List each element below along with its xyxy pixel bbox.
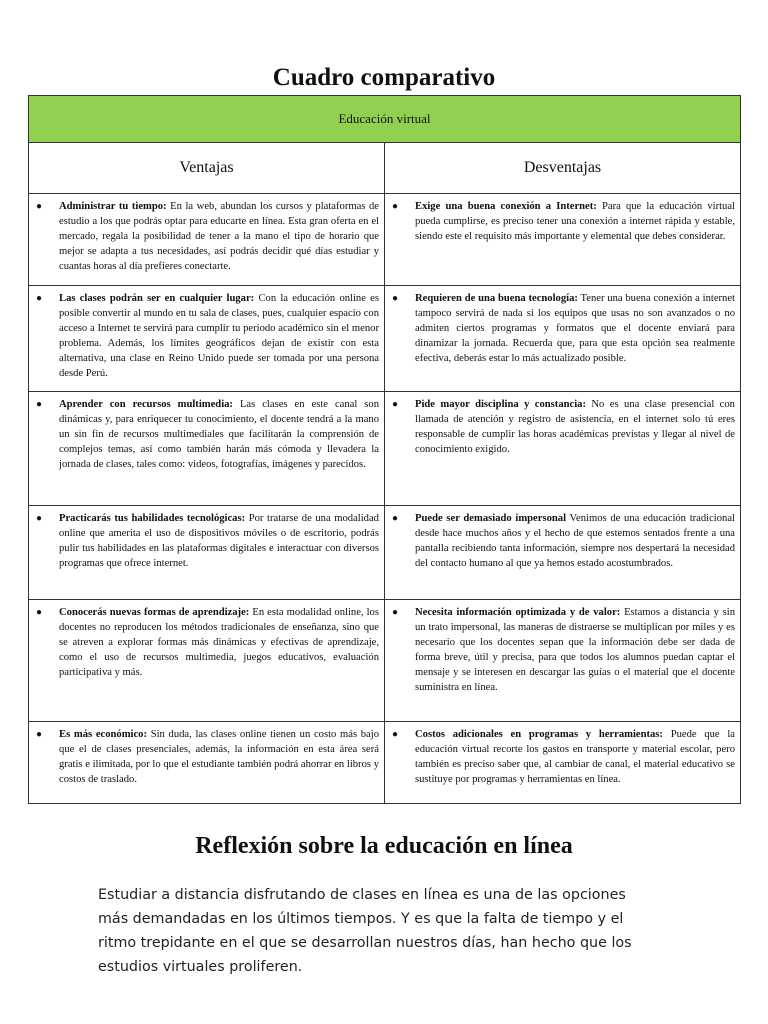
bullet-icon: ● (36, 513, 43, 524)
desventaja-cell (385, 194, 741, 286)
desventaja-cell (385, 600, 741, 722)
bullet-icon: ● (392, 607, 399, 618)
ventaja-cell (29, 194, 385, 286)
desventaja-text: Tener una buena conexión a internet tampoco servirá de nada si los equipos que usas no son avanzados o no admiten ciertos programas y formatos que el docente enviará para dinamizar la jornada. Recuerda que, para que esta opción sea realmente efectiva, deberás estar lo más actualizado posible. (415, 293, 735, 364)
bullet-icon: ● (36, 201, 43, 212)
ventaja-cell (29, 392, 385, 506)
bullet-icon: ● (392, 513, 399, 524)
ventaja-heading: Es más económico: (59, 729, 148, 740)
bullet-icon: ● (36, 729, 43, 740)
ventaja-heading: Practicarás tus habilidades tecnológicas: (59, 513, 246, 524)
ventaja-text: Con la educación online es posible convertir al mundo en tu sala de clases, pues, cualquier espacio con acceso a Internet te servirá para cumplir tu periodo académico sin el menor problema. Además, los límites geográficos dejan de existir con esta alternativa, una clase en Reino Unido puede ser tomada por una persona desde Perú. (59, 293, 379, 379)
ventaja-heading: Aprender con recursos multimedia: (59, 399, 233, 410)
ventaja-heading: Administrar tu tiempo: (59, 201, 167, 212)
ventaja-heading: Conocerás nuevas formas de aprendizaje: (59, 607, 250, 618)
desventaja-cell (385, 286, 741, 392)
desventaja-text: Venimos de una educación tradicional desde hace muchos años y el hecho de que estemos sentados frente a una pantalla recibiendo tanta información, siempre nos despertará la necesidad del contacto humano al que ya hemos estado acostumbrados. (415, 513, 735, 569)
bullet-icon: ● (36, 607, 43, 618)
comparison-table (28, 95, 741, 804)
column-header-ventajas: Ventajas (29, 143, 385, 194)
table-row (29, 600, 741, 722)
desventaja-text: Para que la educación virtual pueda cumplirse, es preciso tener una conexión a internet rápida y estable, siendo este el requisito más importante y elemental que debes considerar. (415, 201, 735, 242)
ventaja-text: En la web, abundan los cursos y plataformas de estudio a los que podrás optar para educarte en línea. Esta gran oferta en el mercado, regala la posibilidad de tener a la mano el tipo de horario que mejor se adapta a tus necesidades, así podrás decidir qué días estudiar y cuantas horas al día prefieres conectarte. (59, 201, 379, 272)
reflection-title: Reflexión sobre la educación en línea (195, 833, 573, 859)
desventaja-heading: Necesita información optimizada y de valor: (415, 607, 621, 618)
table-row (29, 194, 741, 286)
bullet-icon: ● (36, 293, 43, 304)
section-header: Educación virtual (29, 96, 741, 143)
page-title: Cuadro comparativo (272, 64, 496, 91)
ventaja-text: Las clases en este canal son dinámicas y, para enriquecer tu conocimiento, el docente tendrá a la mano un sin fin de recursos multimediales que facilitarán la comprensión de complejos temas, así como también harán más cómoda y llevadera la jornada de clases, tales como: videos, fotografías, imágenes y parecidos. (59, 399, 379, 470)
table-row (29, 392, 741, 506)
bullet-icon: ● (392, 399, 399, 410)
bullet-icon: ● (392, 293, 399, 304)
bullet-icon: ● (392, 729, 399, 740)
desventaja-text: No es una clase presencial con llamada de atención y registro de asistencia, en el internet solo tú eres responsable de cumplir las horas académicas previstas y llegar al nivel de conocimiento exigido. (415, 399, 735, 455)
desventaja-text: Puede que la educación virtual recorte los gastos en transporte y material escolar, pero también es preciso saber que, al cambiar de canal, el material educativo se sustituye por programas y herramientas en línea. (415, 729, 735, 785)
ventaja-text: En esta modalidad online, los docentes no reproducen los métodos tradicionales de enseñanza, sino que se atreven a explorar formas más dinámicas y efectivas de aprendizaje, como el uso de recursos multimedia, juegos educativos, evaluación participativa y más. (59, 607, 379, 678)
desventaja-heading: Puede ser demasiado impersonal (415, 513, 567, 524)
ventaja-text: Por tratarse de una modalidad online que amerita el uso de dispositivos móviles o de escritorio, podrás pulir tus habilidades en las plataformas digitales e interactuar con diversos programas que ofrece internet. (59, 513, 379, 569)
desventaja-heading: Pide mayor disciplina y constancia: (415, 399, 586, 410)
column-header-desventajas: Desventajas (385, 143, 741, 194)
table-row (29, 286, 741, 392)
ventaja-heading: Las clases podrán ser en cualquier lugar: (59, 293, 255, 304)
desventaja-cell (385, 392, 741, 506)
ventaja-cell (29, 722, 385, 804)
desventaja-text: Estamos a distancia y sin un trato impersonal, las maneras de distraerse se multiplican por miles y es necesario que los docentes sepan que la información debe ser dada de forma breve, útil y precisa, para que todos los alumnos puedan captar el mensaje y se interesen en descargar las guías o el material que el docente suministra en línea. (415, 607, 735, 693)
desventaja-heading: Requieren de una buena tecnología: (415, 293, 578, 304)
reflection-paragraph: Estudiar a distancia disfrutando de clases en línea es una de las opciones más demandadas en los últimos tiempos. Y es que la falta de tiempo y el ritmo trepidante en el que se desarrollan nuestros días, han hecho que los estudios virtuales proliferen. (98, 887, 632, 975)
ventaja-cell (29, 600, 385, 722)
desventaja-cell (385, 506, 741, 600)
ventaja-text: Sin duda, las clases online tienen un costo más bajo que el de clases presenciales, además, la información en esta área será gratis e ilimitada, por lo que el estudiante también podrá ahorrar en libros y costos de traslado. (59, 729, 380, 785)
bullet-icon: ● (392, 201, 399, 212)
desventaja-heading: Exige una buena conexión a Internet: (415, 201, 597, 212)
desventaja-heading: Costos adicionales en programas y herramientas: (415, 729, 663, 740)
bullet-icon: ● (36, 399, 43, 410)
table-row (29, 506, 741, 600)
ventaja-cell (29, 286, 385, 392)
ventaja-cell (29, 506, 385, 600)
table-row (29, 722, 741, 804)
desventaja-cell (385, 722, 741, 804)
